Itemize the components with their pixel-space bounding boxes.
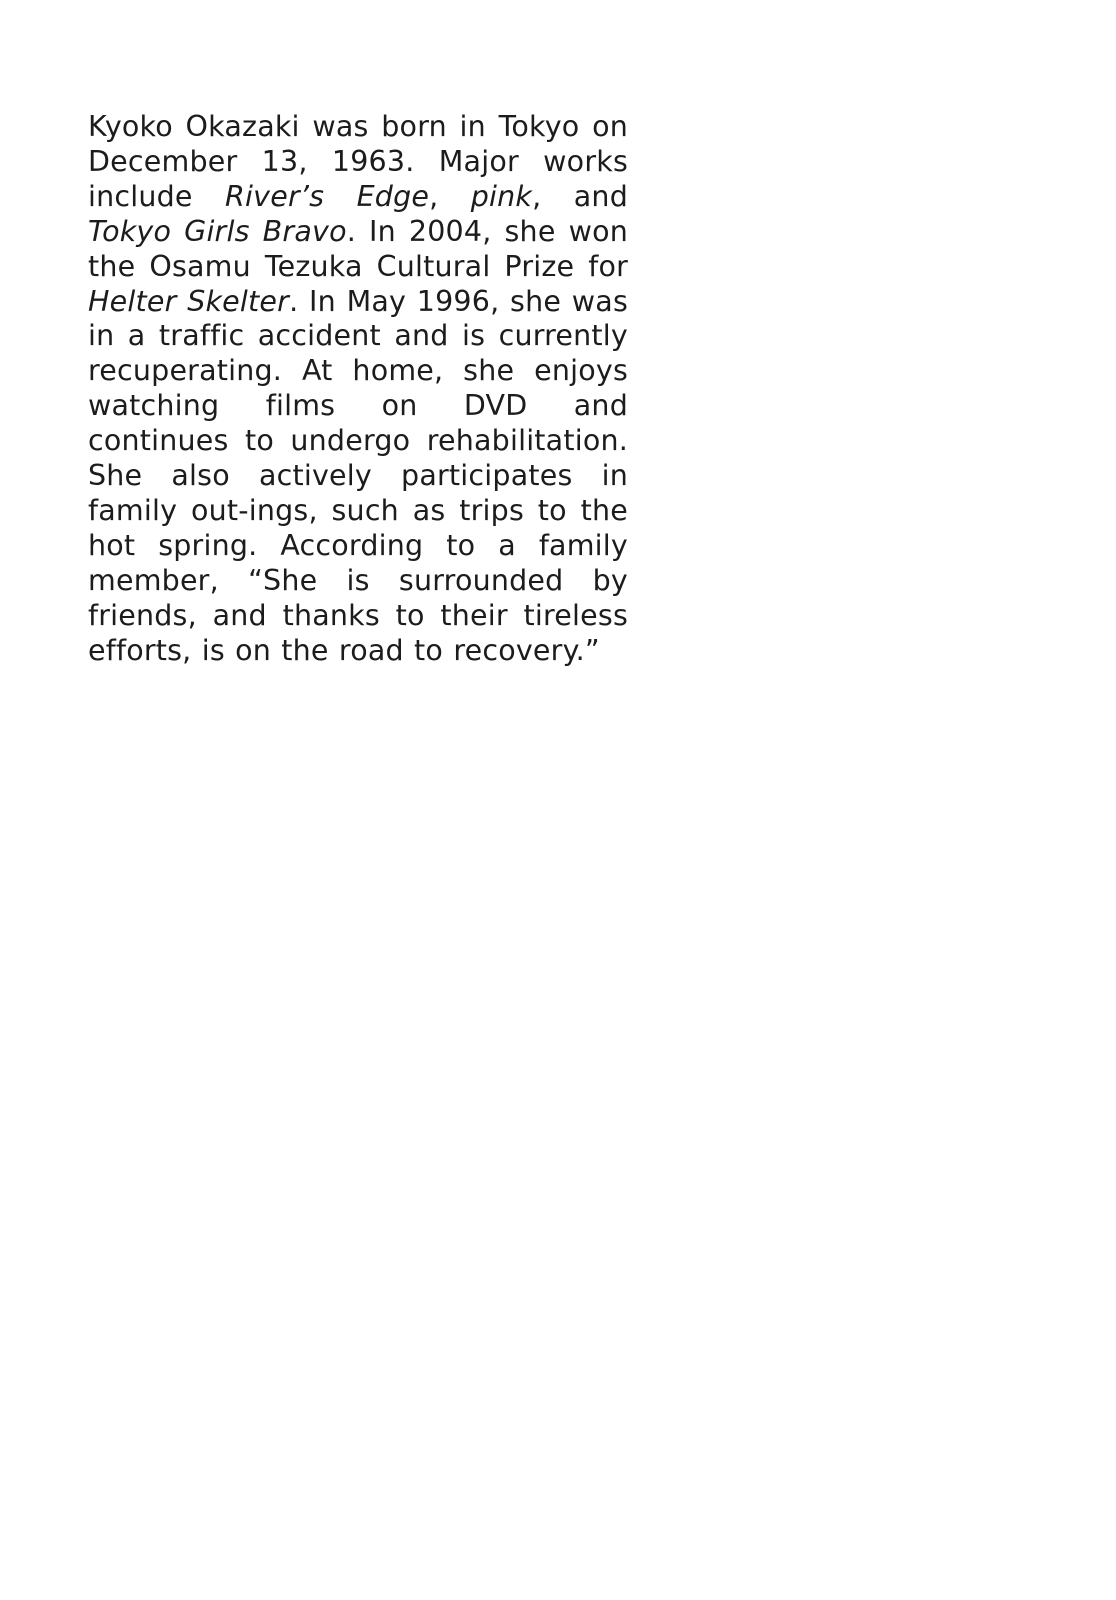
bio-text: Kyoko Okazaki was born in Tokyo on December 13, 1963. Major works include xyxy=(88,110,628,213)
work-title-rivers-edge: River’s Edge xyxy=(225,179,430,213)
work-title-tokyo-girls-bravo: Tokyo Girls Bravo xyxy=(88,214,347,248)
bio-text: . In May 1996, she was in a traffic accident and is currently recuperating. At home, she enjoys watching films on DVD and continues to undergo rehabilitation. She also actively participates in family out-ings, such as trips to the hot spring. According to a family member, “She is surrounded by friends, and thanks to their tireless efforts, is on the road to recovery.” xyxy=(88,284,628,667)
bio-text: , and xyxy=(532,179,628,213)
bio-text: . In 2004, she won the Osamu Tezuka Cultural Prize for xyxy=(88,214,628,283)
author-bio-paragraph xyxy=(88,110,628,669)
work-title-pink: pink xyxy=(470,179,533,213)
bio-text: , xyxy=(429,179,471,213)
work-title-helter-skelter: Helter Skelter xyxy=(88,284,290,318)
